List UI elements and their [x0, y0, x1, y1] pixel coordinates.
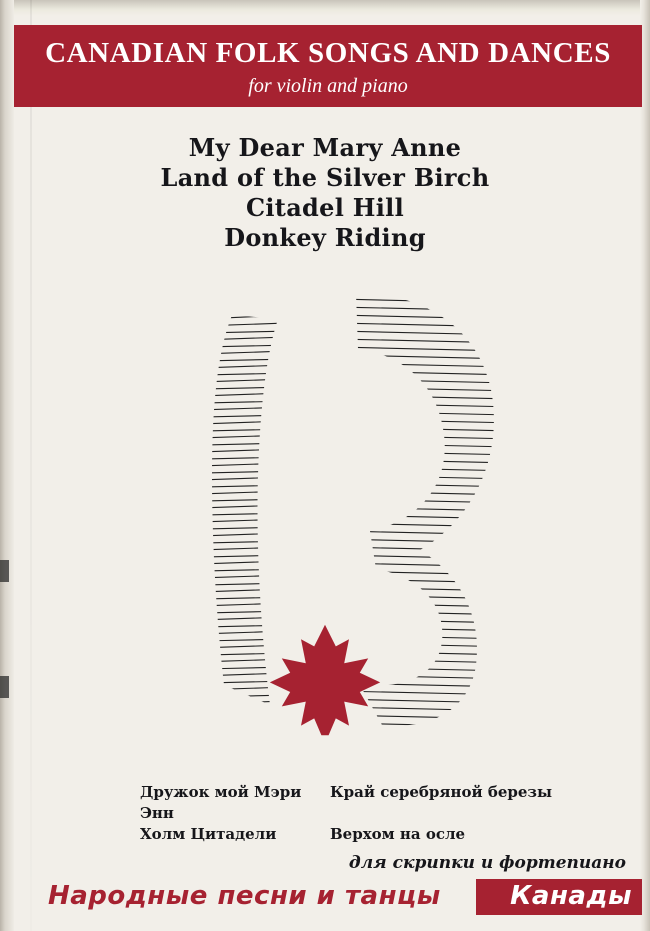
list-item: [140, 824, 560, 845]
binding-notch: [0, 676, 9, 698]
bottom-title-band: [14, 879, 642, 915]
song-ru-right: Край серебряной березы: [330, 783, 553, 801]
page-title-russian: Народные песни и танцы: [48, 881, 441, 911]
paper-bottom-edge: [0, 915, 650, 931]
page-title-russian-country: Канады: [510, 881, 632, 911]
list-item: Donkey Riding: [224, 223, 426, 252]
paper-top-edge: [0, 0, 650, 16]
maple-leaf-icon: [265, 620, 385, 740]
song-ru-left: Дружок мой Мэри Энн: [140, 783, 302, 822]
list-item: My Dear Mary Anne: [188, 133, 462, 162]
song-list-russian: [140, 782, 560, 845]
header-band: [14, 25, 642, 107]
page-subtitle: for violin and piano: [248, 75, 408, 97]
page-title: CANADIAN FOLK SONGS AND DANCES: [45, 37, 611, 69]
list-item: Land of the Silver Birch: [160, 163, 490, 192]
page-subtitle-russian: для скрипки и фортепиано: [348, 853, 626, 873]
list-item: Citadel Hill: [245, 193, 404, 222]
binding-notch: [0, 560, 9, 582]
song-ru-left: Холм Цитадели: [140, 825, 277, 843]
song-list-english: [0, 133, 650, 253]
list-item: [140, 782, 560, 824]
song-ru-right: Верхом на осле: [330, 825, 466, 843]
